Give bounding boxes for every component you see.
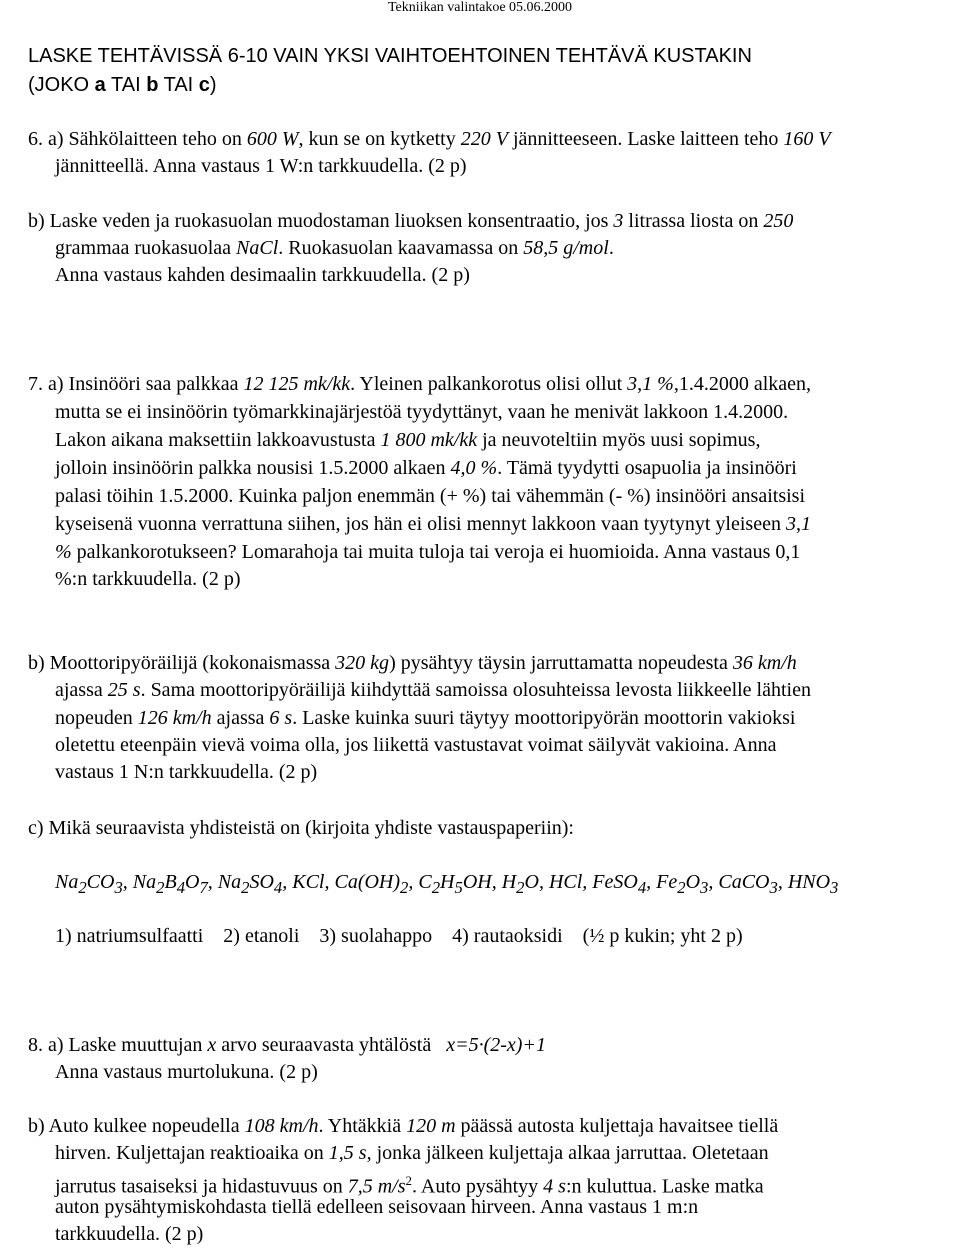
question-7c-line-1: c) Mikä seuraavista yhdisteistä on (kirjoita yhdiste vastauspaperiin):: [28, 817, 574, 839]
question-7b-line-5: vastaus 1 N:n tarkkuudella. (2 p): [55, 761, 318, 783]
question-8b-line-5: tarkkuudella. (2 p): [55, 1223, 204, 1245]
question-7b-line-2: ajassa 25 s. Sama moottoripyöräilijä kiihdyttää samoissa olosuhteissa levosta liikkeelle lähtien: [55, 679, 811, 701]
question-8b-line-4: auton pysähtymiskohdasta tiellä edelleen seisovaan hirveen. Anna vastaus 1 m:n: [55, 1196, 699, 1218]
instructions-line-1: LASKE TEHTÄVISSÄ 6-10 VAIN YKSI VAIHTOEHTOINEN TEHTÄVÄ KUSTAKIN: [28, 45, 752, 67]
question-7a-line-6: kyseisenä vuonna verrattuna siihen, jos hän ei olisi mennyt lakkoon vaan tyytynyt yleiseen 3,1: [55, 513, 811, 535]
question-6b-line-3: Anna vastaus kahden desimaalin tarkkuudella. (2 p): [55, 264, 470, 286]
question-7a-line-3: Lakon aikana maksettiin lakkoavustusta 1 800 mk/kk ja neuvoteltiin myös uusi sopimus,: [55, 429, 761, 451]
question-7a-line-7: % palkankorotukseen? Lomarahoja tai muita tuloja tai veroja ei huomioida. Anna vastaus 0,1: [55, 541, 801, 563]
question-7a-line-1: 7. a) Insinööri saa palkkaa 12 125 mk/kk. Yleinen palkankorotus olisi ollut 3,1 %,1.4.2000 alkaen,: [28, 373, 811, 395]
instructions-line-2: (JOKO a TAI b TAI c): [28, 74, 217, 96]
instructions: [28, 42, 752, 100]
question-7b-line-4: oletettu eteenpäin vievä voima olla, jos liikettä vastustavat voimat säilyvät vakioina. Anna: [55, 734, 777, 756]
question-7a-line-4: jolloin insinöörin palkka nousisi 1.5.2000 alkaen 4,0 %. Tämä tyydytti osapuolia ja insinööri: [55, 457, 797, 479]
question-7a-line-2: mutta se ei insinöörin työmarkkinajärjestöä tyydyttänyt, vaan he menivät lakkoon 1.4.2000.: [55, 401, 789, 423]
question-8a-line-1: 8. a) Laske muuttujan x arvo seuraavasta yhtälöstä x=5·(2-x)+1: [28, 1034, 546, 1056]
question-8b-line-3: jarrutus tasaiseksi ja hidastuvuus on 7,5 $m/s^2$. Auto pysähtyy 4 s:n kuluttua. Laske matka: [55, 1173, 764, 1198]
question-6a-line-1: 6. a) Sähkölaitteen teho on 600 W, kun se on kytketty 220 V jännitteeseen. Laske laitteen teho 160 V: [28, 128, 831, 150]
question-6a-line-2: jännitteellä. Anna vastaus 1 W:n tarkkuudella. (2 p): [55, 155, 467, 177]
question-7c-options: 1) natriumsulfaatti 2) etanoli 3) suolahappo 4) rautaoksidi (½ p kukin; yht 2 p): [55, 925, 743, 947]
page-header: Tekniikan valintakoe 05.06.2000: [387, 0, 573, 15]
question-7a-line-8: %:n tarkkuudella. (2 p): [55, 568, 241, 590]
question-8b-line-2: hirven. Kuljettajan reaktioaika on 1,5 s, jonka jälkeen kuljettaja alkaa jarruttaa. Oletetaan: [55, 1142, 769, 1164]
question-8b-line-1: b) Auto kulkee nopeudella 108 km/h. Yhtäkkiä 120 m päässä autosta kuljettaja havaitsee tiellä: [28, 1115, 779, 1137]
question-7b-line-3: nopeuden 126 km/h ajassa 6 s. Laske kuinka suuri täytyy moottoripyörän moottorin vakioksi: [55, 707, 796, 729]
question-7a-line-5: palasi töihin 1.5.2000. Kuinka paljon enemmän (+ %) tai vähemmän (- %) insinööri ansaitsisi: [55, 485, 806, 507]
question-6b-line-1: b) Laske veden ja ruokasuolan muodostaman liuoksen konsentraatio, jos 3 litrassa liosta on 250: [28, 210, 794, 232]
compound-list: $Na_2CO_3$, $Na_2B_4O_7$, $Na_2SO_4$, KCl, $Ca(OH)_2$, $C_2H_5OH$, $H_2O$, HCl, FeSO$_4$, $Fe_2O_3$, CaCO$_3$, $HNO_3$: [55, 871, 839, 897]
question-7b-line-1: b) Moottoripyöräilijä (kokonaismassa 320 kg) pysähtyy täysin jarruttamatta nopeudesta 36 km/h: [28, 652, 797, 674]
question-6b-line-2: grammaa ruokasuolaa NaCl. Ruokasuolan kaavamassa on 58,5 g/mol.: [55, 237, 614, 259]
question-8a-line-2: Anna vastaus murtolukuna. (2 p): [55, 1061, 318, 1083]
